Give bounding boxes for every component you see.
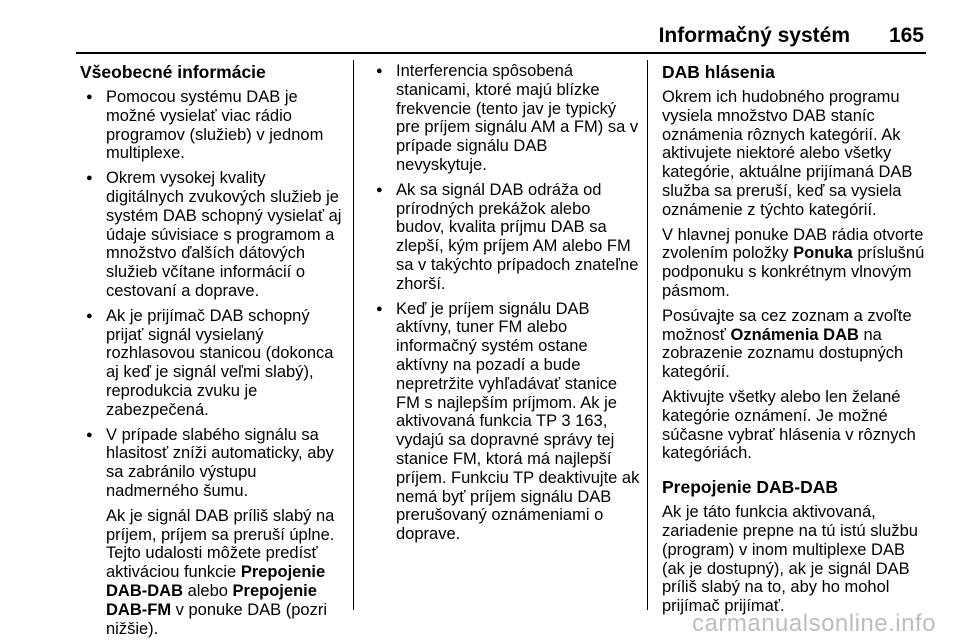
bullet-list-1	[80, 88, 344, 638]
column-1	[80, 62, 344, 644]
bullet-list-2	[370, 62, 640, 544]
page-number: 165	[888, 24, 924, 47]
column-2	[370, 62, 640, 550]
list-item: ● Keď je príjem signálu DAB aktívny, tuner FM alebo informačný systém ostane aktívny na pozadí a bude nepretržite vyhľadávať stanice FM s najlepším príjmom. Ak je aktivovaná funkcia TP 3 163, vydajú sa dopravné správy tej stanice FM, ktorá má najlepší príjem. Funkciu TP deaktivujte ak nemá byť príjem signálu DAB prerušovaný oznámeniami o doprave.	[370, 300, 640, 544]
list-item: ● Ak je prijímač DAB schopný prijať signál vysielaný rozhlasovou stanicou (dokonca aj keď je signál veľmi slabý), reprodukcia zvuku je zabezpečená.	[80, 307, 344, 420]
paragraph: Okrem ich hudobného programu vysiela množstvo DAB staníc oznámenia rôznych kategórií. Ak aktivujete niektoré alebo všetky kategórie, aktuálne prijímaná DAB služba sa preruší, keď sa vysiela oznámenie z týchto kategórií.	[662, 88, 913, 219]
list-item	[80, 426, 344, 639]
paragraph	[662, 226, 932, 301]
menu-ref-oznamenia-dab: Oznámenia DAB	[730, 325, 859, 344]
text: Posúvajte sa cez zoznam a zvoľte možnosť	[662, 306, 912, 344]
heading-general-info: Všeobecné informácie	[80, 62, 266, 82]
list-item: ● Okrem vysokej kvality digitálnych zvukových služieb je systém DAB schopný vysielať aj údaje súvisiace s programom a množstvo ďalších dátových služieb včítane informácií o cestovaní a doprave.	[80, 169, 344, 301]
text: alebo	[183, 581, 233, 600]
list-item: ● Pomocou systému DAB je možné vysielať viac rádio programov (služieb) v jednom multiplexe.	[80, 88, 344, 163]
watermark: carmanualsonline.info	[692, 610, 936, 637]
text: na zobrazenie zoznamu dostupných kategórií.	[662, 325, 904, 382]
heading-dab-dab-linking: Prepojenie DAB-DAB	[662, 477, 838, 498]
column-divider-2	[647, 60, 648, 610]
heading-dab-announcements: DAB hlásenia	[662, 62, 775, 82]
list-item-text: V prípade slabého signálu sa hlasitosť zníži automaticky, aby sa zabránilo výstupu nadmerného šumu.	[106, 425, 334, 500]
list-item: ● Interferencia spôsobená stanicami, ktoré majú blízke frekvencie (tento jav je typický pre príjem signálu AM a FM) sa v prípade signálu DAB nevyskytuje.	[370, 62, 640, 175]
text: príslušnú podponuku s konkrétnym vlnovým pásmom.	[662, 244, 925, 300]
page-header	[0, 0, 960, 52]
list-item: ● Ak sa signál DAB odráža od prírodných prekážok alebo budov, kvalita príjmu DAB sa zlepší, kým príjem AM alebo FM sa v takýchto prípadoch znateľne zhorší.	[370, 181, 640, 294]
menu-ref-ponuka: Ponuka	[793, 244, 853, 263]
text: V hlavnej ponuke DAB rádia otvorte zvolením položky	[662, 225, 924, 263]
column-divider-1	[353, 60, 354, 610]
column-3	[662, 62, 932, 622]
paragraph: Ak je táto funkcia aktivovaná, zariadenie prepne na tú istú službu (program) v inom multiplexe DAB (ak je dostupný), ak je signál DAB príliš slabý na to, aby ho mohol prijímač prijímať.	[662, 503, 918, 616]
menu-ref-dab-fm: Prepojenie DAB-FM	[106, 581, 317, 619]
paragraph: Aktivujte všetky alebo len želané kategórie oznámení. Je možné súčasne vybrať hlásenia v rôznych kategóriách.	[662, 387, 916, 463]
menu-ref-dab-dab: Prepojenie DAB-DAB	[106, 563, 326, 600]
sub-paragraph	[106, 507, 344, 639]
section-title: Informačný systém	[658, 24, 850, 47]
header-rule	[76, 52, 926, 54]
text: v ponuke DAB (pozri nižšie).	[106, 600, 327, 638]
paragraph	[662, 307, 932, 382]
text: Ak je signál DAB príliš slabý na príjem, príjem sa preruší úplne. Tejto udalosti môžete predísť aktiváciou funkcie	[106, 506, 335, 582]
